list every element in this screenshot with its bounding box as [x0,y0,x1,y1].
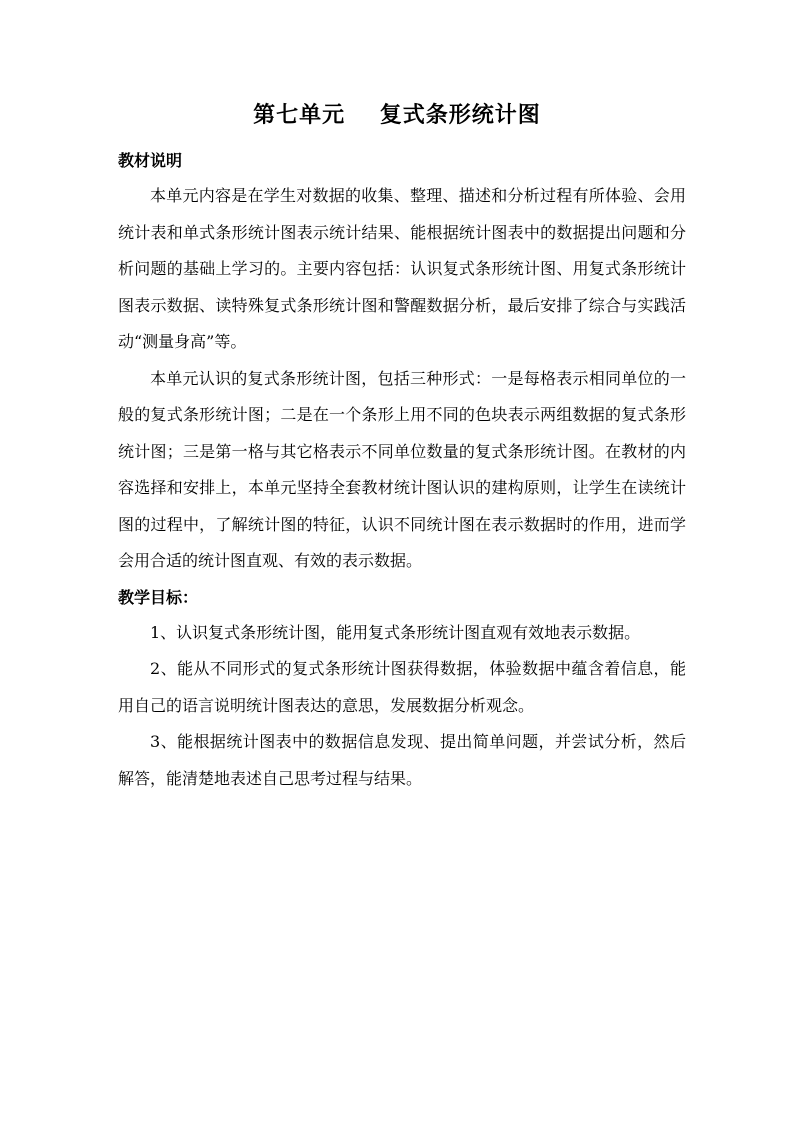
objective-item-3: 3、能根据统计图表中的数据信息发现、提出简单问题，并尝试分析，然后解答，能清楚地表述自己思考过程与结果。 [118,732,686,788]
objective-item-1: 1、认识复式条形统计图，能用复式条形统计图直观有效地表示数据。 [150,622,641,642]
objective-item-2: 2、能从不同形式的复式条形统计图获得数据，体验数据中蕴含着信息，能用自己的语言说明统计图表达的意思，发展数据分析观念。 [118,659,686,715]
section-heading-objectives: 教学目标： [118,587,199,607]
paragraph-materials-1: 本单元内容是在学生对数据的收集、整理、描述和分析过程有所体验、会用统计表和单式条形统计图表示统计结果、能根据统计图表中的数据提出问题和分析问题的基础上学习的。主要内容包括：认识复式条形统计图、用复式条形统计图表示数据、读特殊复式条形统计图和警醒数据分析，最后安排了综合与实践活动“测量身高”等。 [118,186,686,351]
section-heading-materials: 教材说明 [118,151,183,170]
document-body [118,143,686,797]
page-title: 第七单元 复式条形统计图 [253,102,541,128]
paragraph-materials-2: 本单元认识的复式条形统计图，包括三种形式：一是每格表示相同单位的一般的复式条形统计图；二是在一个条形上用不同的色块表示两组数据的复式条形统计图；三是第一格与其它格表示不同单位数量的复式条形统计图。在教材的内容选择和安排上，本单元坚持全套教材统计图认识的建构原则，让学生在读统计图的过程中，了解统计图的特征，认识不同统计图在表示数据时的作用，进而学会用合适的统计图直观、有效的表示数据。 [118,368,686,570]
